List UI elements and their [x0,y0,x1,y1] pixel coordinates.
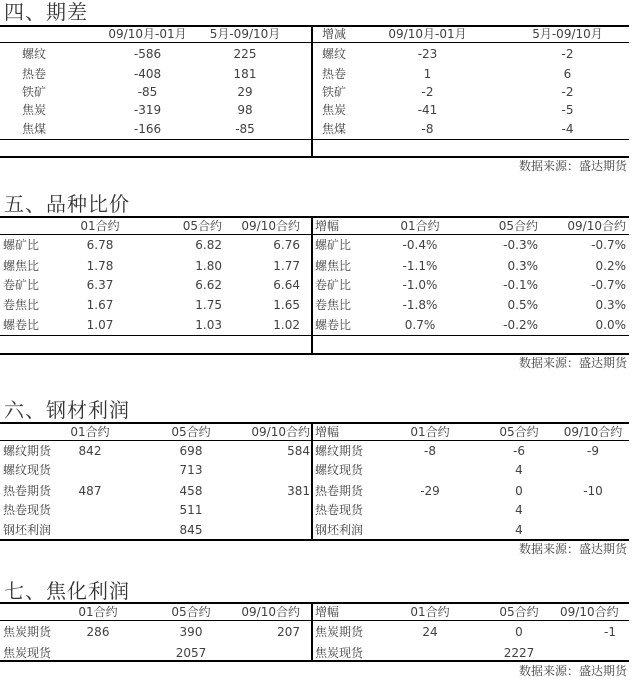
column-header: 09/10合约 [567,219,626,233]
row-label: 焦煤 [22,122,47,136]
table-cell: 4 [515,523,523,537]
table-cell: -0.4% [402,238,438,252]
column-header: 5月-09/10月 [209,27,281,41]
table-cell: 0.7% [404,318,436,332]
row-label: 螺纹 [322,47,347,61]
table-cell: -9 [587,444,599,458]
row-label: 卷矿比 [315,278,352,292]
column-header: 01合约 [400,219,440,233]
table-cell: -85 [137,85,158,99]
table-cell: -4 [561,122,574,136]
row-label: 焦炭 [322,103,347,117]
table-cell: 225 [233,47,257,61]
row-label: 螺矿比 [3,238,40,252]
row-label: 热卷 [322,67,347,81]
table-cell: -1.0% [402,278,438,292]
table-cell: 1.02 [273,318,300,332]
table-cell: -1 [604,625,616,639]
row-label: 卷焦比 [3,298,40,312]
row-label: 热卷期货 [3,484,52,498]
table-cell: 0.2% [595,259,626,273]
table-cell: 6.76 [273,238,300,252]
rule [0,234,629,235]
row-label: 铁矿 [22,85,47,99]
table-cell: 181 [233,67,257,81]
table-cell: 381 [287,484,310,498]
table-cell: -0.7% [591,278,626,292]
column-header: 05合约 [171,605,211,619]
table-cell: -0.7% [591,238,626,252]
column-header: 01合约 [410,425,450,439]
column-header: 09/10月-01月 [388,27,467,41]
table-cell: 1.80 [195,259,222,273]
data-source-note: 数据来源：盛达期货 [518,542,627,556]
column-header: 增幅 [315,425,340,439]
column-header: 增幅 [315,605,340,619]
column-header: 01合约 [70,425,110,439]
table-cell: -2 [421,85,434,99]
table-cell: -0.2% [503,318,538,332]
table-cell: -23 [417,47,438,61]
table-cell: 0.5% [507,298,538,312]
table-cell: 6.64 [273,278,300,292]
column-header: 05合约 [499,425,539,439]
table-cell: -6 [513,444,525,458]
row-label: 焦炭现货 [3,646,52,660]
table-cell: 6.37 [86,278,114,292]
column-header: 09/10合约 [563,425,623,439]
row-label: 螺纹现货 [3,463,52,477]
table-cell: -10 [583,484,603,498]
column-header: 01合约 [78,605,118,619]
table-cell: 842 [78,444,102,458]
table-cell: -1.8% [402,298,438,312]
table-cell: 0.3% [595,298,626,312]
table-cell: 1.67 [86,298,114,312]
table-cell: 698 [179,444,203,458]
table-cell: -1.1% [402,259,438,273]
data-source-note: 数据来源：盛达期货 [518,159,627,173]
table-cell: -29 [420,484,440,498]
table-cell: -0.3% [503,238,538,252]
rule [0,620,629,621]
row-label: 焦炭期货 [315,625,364,639]
column-header: 01合约 [410,605,450,619]
table-cell: -0.1% [503,278,538,292]
rule [0,139,629,140]
table-cell: -586 [133,47,162,61]
data-source-note: 数据来源：盛达期货 [518,356,627,370]
column-header: 5月-09/10月 [532,27,603,41]
table-cell: 2057 [175,646,207,660]
row-label: 钢坯利润 [3,523,52,537]
table-cell: 713 [179,463,203,477]
column-header: 05合约 [182,219,222,233]
table-cell: 207 [277,625,300,639]
divider [311,603,313,661]
column-header: 09/10合约 [251,425,310,439]
table-cell: 1.03 [195,318,222,332]
column-header: 05合约 [171,425,211,439]
table-cell: 845 [179,523,203,537]
row-label: 螺卷比 [315,318,352,332]
table-cell: 24 [422,625,438,639]
rule [0,335,629,336]
row-label: 螺矿比 [315,238,352,252]
section-title-steel-profit: 六、钢材利润 [4,398,130,422]
row-label: 铁矿 [322,85,347,99]
table-cell: -166 [133,122,162,136]
divider [311,217,313,354]
rule [0,42,629,43]
row-label: 焦煤 [322,122,347,136]
table-cell: 0 [515,484,523,498]
column-header: 增幅 [315,219,340,233]
table-cell: 98 [237,103,253,117]
row-label: 螺纹期货 [315,444,364,458]
table-cell: 511 [179,503,203,517]
table-cell: -2 [561,85,574,99]
row-label: 螺纹期货 [3,444,52,458]
table-cell: -5 [561,103,574,117]
column-header: 09/10合约 [560,605,619,619]
column-header: 增减 [322,27,347,41]
row-label: 卷焦比 [315,298,352,312]
table-cell: 1.77 [273,259,300,273]
table-cell: -319 [133,103,162,117]
column-header: 05合约 [499,605,539,619]
table-cell: 458 [179,484,203,498]
row-label: 螺卷比 [3,318,40,332]
table-cell: 29 [237,85,253,99]
column-header: 09/10合约 [241,605,300,619]
table-cell: -8 [421,122,434,136]
table-cell: -2 [561,47,574,61]
row-label: 螺焦比 [315,259,352,273]
row-label: 热卷现货 [315,503,364,517]
table-cell: 390 [179,625,203,639]
column-header: 09/10月-01月 [108,27,187,41]
row-label: 焦炭期货 [3,625,52,639]
row-label: 热卷期货 [315,484,364,498]
row-label: 焦炭 [22,103,47,117]
row-label: 焦炭现货 [315,646,364,660]
table-cell: 584 [287,444,310,458]
table-cell: -85 [235,122,255,136]
table-cell: 2227 [503,646,535,660]
table-cell: 1.78 [86,259,114,273]
table-cell: -408 [133,67,162,81]
row-label: 钢坯利润 [315,523,364,537]
table-cell: 6.82 [195,238,222,252]
table-cell: 1.65 [273,298,300,312]
table-cell: 4 [515,503,523,517]
table-cell: 0 [515,625,523,639]
table-cell: 6 [563,67,572,81]
section-title-coking-profit: 七、焦化利润 [4,579,130,603]
section-title-ratio: 五、品种比价 [4,192,130,216]
table-cell: -41 [417,103,438,117]
column-header: 09/10合约 [241,219,300,233]
table-cell: 6.78 [86,238,114,252]
column-header: 05合约 [498,219,538,233]
data-source-note: 数据来源：盛达期货 [518,664,627,678]
section-title-spread: 四、期差 [4,0,88,24]
row-label: 螺纹 [22,47,47,61]
rule [0,440,629,441]
table-cell: 6.62 [195,278,222,292]
table-cell: 4 [515,463,523,477]
table-cell: 1.75 [195,298,222,312]
row-label: 热卷现货 [3,503,52,517]
table-cell: 286 [86,625,110,639]
table-cell: 1.07 [86,318,114,332]
table-cell: 487 [78,484,102,498]
table-cell: -8 [424,444,436,458]
table-cell: 0.3% [507,259,538,273]
row-label: 螺焦比 [3,259,40,273]
table-cell: 1 [423,67,432,81]
column-header: 01合约 [80,219,120,233]
row-label: 热卷 [22,67,47,81]
row-label: 卷矿比 [3,278,40,292]
table-cell: 0.0% [595,318,626,332]
row-label: 螺纹现货 [315,463,364,477]
